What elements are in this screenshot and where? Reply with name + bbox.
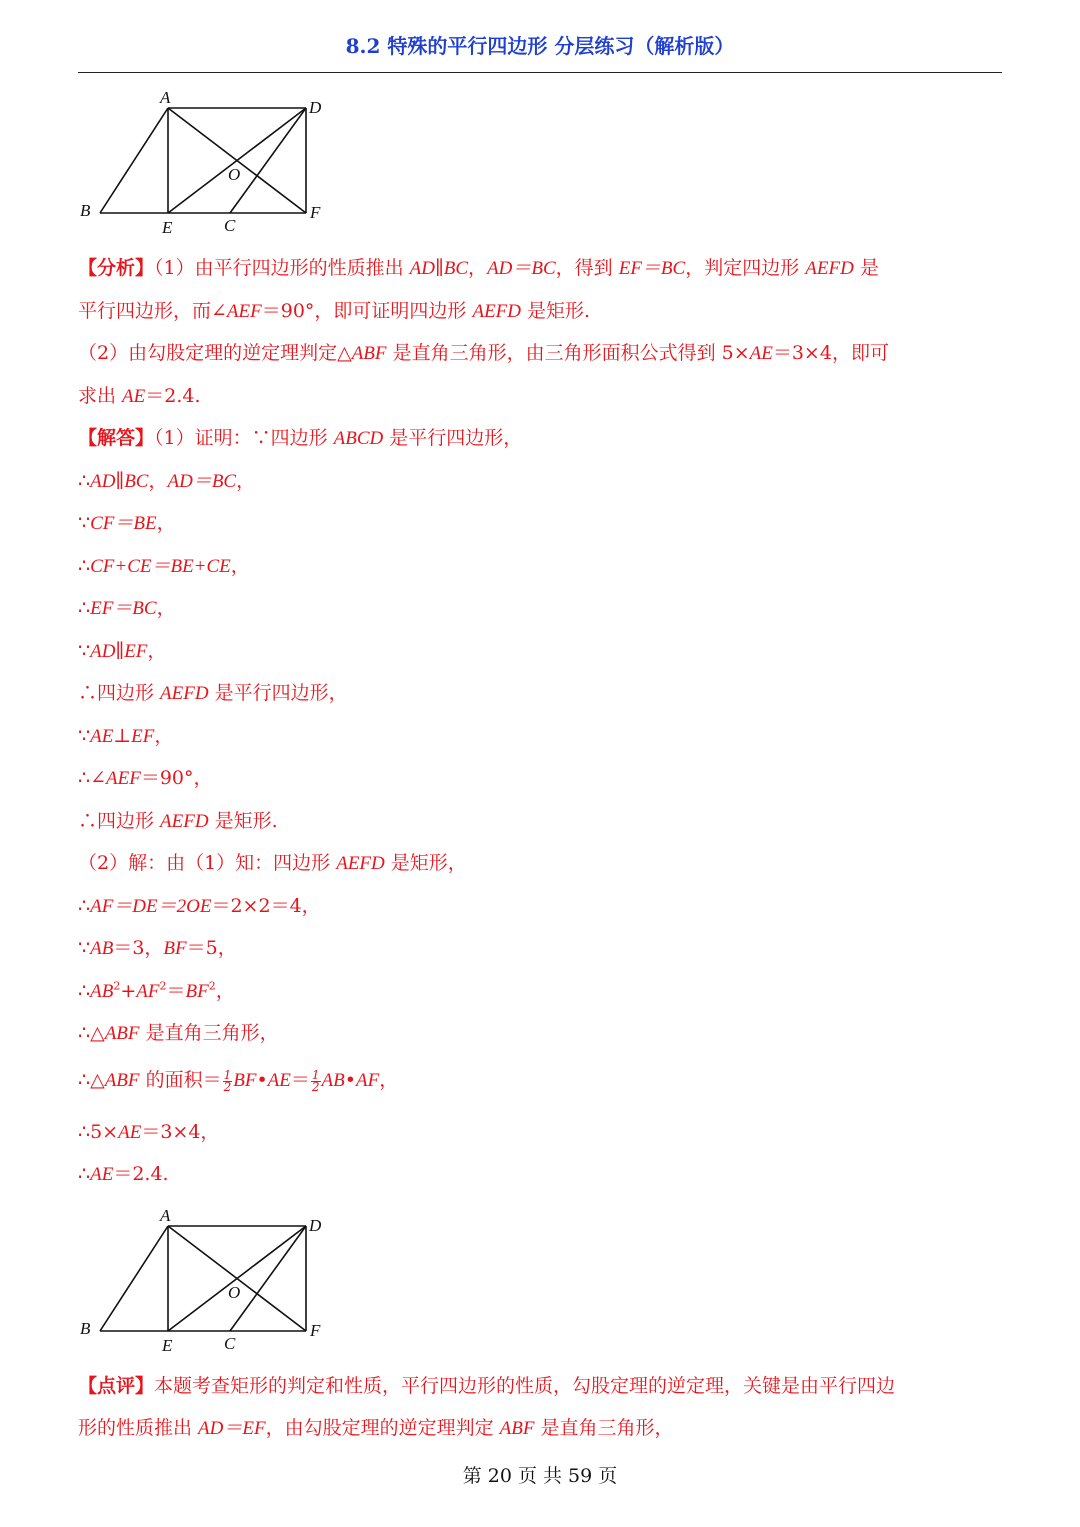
- math: ABF: [499, 1418, 535, 1439]
- fraction-one-half: [311, 1067, 321, 1094]
- math: AEFD: [160, 811, 209, 832]
- math: AB: [90, 938, 114, 959]
- superscript: 2: [208, 979, 216, 993]
- text: 是矩形.: [208, 810, 278, 832]
- analysis-line-1: [78, 256, 879, 281]
- text: 是矩形.: [521, 300, 591, 322]
- text: ，: [379, 1069, 399, 1091]
- text: ＝: [290, 1069, 310, 1091]
- solution-line-3: [78, 511, 176, 536]
- math: AEFD: [472, 301, 522, 322]
- math: AEF: [106, 768, 141, 789]
- math: AD∥EF: [90, 641, 148, 662]
- math: AE: [118, 1122, 142, 1143]
- solution-line-14: [78, 979, 235, 1004]
- solution-line-11: [78, 851, 467, 876]
- text: ∵: [78, 725, 91, 747]
- label-D: D: [309, 98, 322, 117]
- math: AF＝DE＝2OE: [90, 896, 212, 917]
- label-F: F: [310, 203, 321, 222]
- text: ∴∠: [78, 767, 107, 789]
- math: AF: [136, 981, 160, 1002]
- math: AE: [267, 1070, 291, 1091]
- geometry-figure-bottom: [76, 1204, 336, 1360]
- text: 是直角三角形，由三角形面积公式得到 5×: [386, 342, 750, 364]
- label-A: A: [160, 88, 171, 107]
- analysis-line-2: [78, 299, 590, 324]
- text: ＝90°，即可证明四边形: [261, 300, 473, 322]
- page-footer: 第 20 页 共 59 页: [462, 1465, 618, 1487]
- label-F: F: [310, 1321, 321, 1340]
- text: 是平行四边形，: [383, 427, 523, 449]
- segment-AB: [100, 1226, 168, 1331]
- text: ∵: [78, 512, 91, 534]
- text: （2）解：由（1）知：四边形: [78, 852, 337, 874]
- text: ＝3×4，即可: [772, 342, 889, 364]
- segment-DC: [230, 1226, 306, 1331]
- comment-line-2: [78, 1416, 674, 1441]
- solution-tag: 【解答】: [78, 427, 155, 449]
- text: 是矩形，: [384, 852, 467, 874]
- solution-line-16: [78, 1068, 398, 1093]
- text: （2）由勾股定理的逆定理判定△: [78, 342, 352, 364]
- solution-line-4: [78, 554, 250, 579]
- text: 形的性质推出: [78, 1417, 199, 1439]
- math: CF＝BE: [90, 513, 157, 534]
- math: AEFD: [160, 683, 209, 704]
- fraction-one-half: [223, 1067, 233, 1094]
- math: ABF: [351, 343, 387, 364]
- math: AF: [355, 1070, 380, 1091]
- analysis-tag: 【分析】: [78, 257, 155, 279]
- solution-line-1: [78, 426, 522, 451]
- math: AD＝BC: [487, 258, 556, 279]
- solution-line-2: [78, 469, 255, 494]
- text: +: [120, 980, 137, 1002]
- solution-line-5: [78, 596, 176, 621]
- text: ∴5×: [78, 1121, 119, 1143]
- text: ∵: [78, 640, 91, 662]
- math: AE: [749, 343, 773, 364]
- superscript: 2: [113, 979, 121, 993]
- text: ∴: [78, 597, 91, 619]
- text: ∴△: [78, 1022, 105, 1044]
- segment-AB: [100, 108, 168, 213]
- numerator: 1: [311, 1067, 320, 1082]
- text: •: [256, 1069, 268, 1091]
- math: ABCD: [333, 428, 384, 449]
- math: BF: [185, 981, 209, 1002]
- label-B: B: [80, 1319, 91, 1338]
- math: BF: [163, 938, 187, 959]
- math: ABF: [104, 1023, 140, 1044]
- solution-line-15: [78, 1021, 279, 1046]
- text: ＝2.4.: [113, 1163, 169, 1185]
- text: ，由勾股定理的逆定理判定: [265, 1417, 500, 1439]
- math: AEF: [226, 301, 262, 322]
- label-A: A: [160, 1206, 171, 1225]
- label-O: O: [228, 1283, 241, 1302]
- text: ∴: [78, 980, 91, 1002]
- text: ∴: [78, 470, 91, 492]
- text: ＝3，: [113, 937, 164, 959]
- text: ，: [156, 597, 176, 619]
- text: ，: [230, 555, 250, 577]
- text: ＝: [166, 980, 186, 1002]
- text: ＝2×2＝4，: [211, 895, 321, 917]
- solution-line-7: [78, 681, 348, 706]
- text: 是平行四边形，: [208, 682, 348, 704]
- analysis-line-3: [78, 341, 889, 366]
- text: ∴: [78, 555, 91, 577]
- label-D: D: [309, 1216, 322, 1235]
- label-C: C: [224, 1334, 236, 1353]
- math: AE: [90, 1164, 114, 1185]
- text: 是: [853, 257, 879, 279]
- numerator: 1: [223, 1067, 232, 1082]
- text: ，判定四边形: [685, 257, 806, 279]
- label-E: E: [162, 1336, 173, 1355]
- text: 的面积＝: [139, 1069, 222, 1091]
- math: AEFD: [336, 853, 385, 874]
- text: ＝2.4.: [145, 385, 201, 407]
- text: ＝5，: [186, 937, 237, 959]
- math: ABF: [104, 1070, 140, 1091]
- solution-line-9: [78, 766, 213, 791]
- comment-tag: 【点评】: [78, 1375, 155, 1397]
- denominator: 2: [223, 1079, 232, 1094]
- comment-line-1: [78, 1374, 895, 1398]
- math: AD∥BC: [409, 258, 469, 279]
- label-C: C: [224, 216, 236, 235]
- math: CF+CE＝BE+CE: [90, 556, 231, 577]
- text: ＝3×4，: [141, 1121, 220, 1143]
- label-B: B: [80, 201, 91, 220]
- superscript: 2: [159, 979, 167, 993]
- math: AD∥BC: [90, 471, 149, 492]
- text: 平行四边形，而∠: [78, 300, 227, 322]
- text: 本题考查矩形的判定和性质，平行四边形的性质，勾股定理的逆定理，关键是由平行四边: [154, 1375, 896, 1397]
- text: ，: [147, 640, 167, 662]
- text: 求出: [78, 385, 123, 407]
- text: ，: [215, 980, 235, 1002]
- text: 是直角三角形，: [139, 1022, 279, 1044]
- text: ，得到: [555, 257, 619, 279]
- solution-line-6: [78, 639, 166, 664]
- math: AB: [90, 981, 114, 1002]
- text: ，: [468, 257, 488, 279]
- solution-line-13: [78, 936, 237, 961]
- label-E: E: [162, 218, 173, 237]
- math: AEFD: [805, 258, 854, 279]
- math: EF＝BC: [618, 258, 686, 279]
- math: AD＝BC: [167, 471, 237, 492]
- math: AE⊥EF: [90, 726, 155, 747]
- math: AE: [122, 386, 146, 407]
- geometry-figure-top: [76, 86, 336, 242]
- text: ＝90°，: [140, 767, 213, 789]
- math: EF＝BC: [90, 598, 157, 619]
- solution-line-17: [78, 1120, 219, 1145]
- solution-line-18: [78, 1162, 169, 1187]
- text: ∴四边形: [78, 682, 161, 704]
- text: ，: [154, 725, 174, 747]
- math: BF: [233, 1070, 257, 1091]
- text: （1）由平行四边形的性质推出: [154, 257, 410, 279]
- analysis-line-4: [78, 384, 201, 409]
- text: ∴: [78, 895, 91, 917]
- text: •: [344, 1069, 356, 1091]
- solution-line-8: [78, 724, 173, 749]
- solution-line-10: [78, 809, 278, 834]
- solution-line-12: [78, 894, 321, 919]
- label-O: O: [228, 165, 241, 184]
- text: ∵: [78, 937, 91, 959]
- text: ，: [156, 512, 176, 534]
- text: ，: [236, 470, 256, 492]
- text: ∴: [78, 1163, 91, 1185]
- header-rule: [78, 72, 1002, 73]
- text: ∴△: [78, 1069, 105, 1091]
- math: AB: [321, 1070, 345, 1091]
- text: （1）证明：∵四边形: [154, 427, 334, 449]
- page-header-title: 8.2 特殊的平行四边形 分层练习（解析版）: [345, 34, 735, 58]
- denominator: 2: [311, 1079, 320, 1094]
- segment-DC: [230, 108, 306, 213]
- text: ∴四边形: [78, 810, 161, 832]
- text: 是直角三角形，: [534, 1417, 674, 1439]
- text: ，: [148, 470, 168, 492]
- math: AD＝EF: [198, 1418, 266, 1439]
